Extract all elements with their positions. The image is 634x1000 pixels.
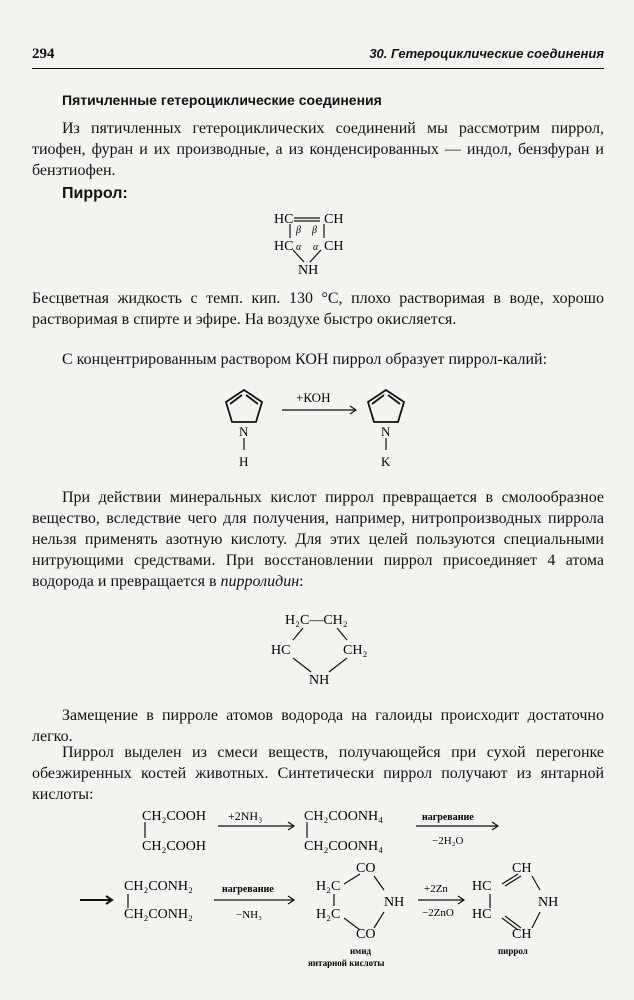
- bond-left-top: [293, 628, 303, 640]
- pyr-ch-top: CH: [512, 861, 532, 876]
- pyr-hc-left-top: HC: [472, 879, 492, 894]
- imide-h2c-top: H₂C: [316, 879, 341, 894]
- page-header: [32, 46, 604, 68]
- pyrrole-label-text: Пиррол:: [62, 185, 128, 202]
- imide-co-top: CO: [356, 861, 376, 876]
- acids-paragraph: [32, 487, 604, 592]
- pyrrolidine-top: H₂C—CH₂: [285, 613, 348, 628]
- properties-paragraph: Бесцветная жидкость с темп. кип. 130 °С, плохо растворимая в воде, хорошо растворимая в спирте и эфире. На воздухе быстро окисляется.: [32, 290, 604, 328]
- imide-caption-line1: имид: [350, 946, 372, 956]
- bond-left-n: [293, 658, 311, 672]
- succinic-top: CH₂COOH: [142, 809, 206, 824]
- h-left: H: [239, 454, 249, 469]
- step4-byproduct: −2ZnO: [422, 907, 454, 919]
- imide-bond-co-nh: [374, 876, 384, 890]
- ammonium-top: CH₂COONH₄: [304, 809, 383, 824]
- k-right: K: [381, 454, 391, 469]
- koh-paragraph: С концентрированным раствором КОН пиррол образует пиррол-калий:: [62, 351, 548, 368]
- pyrrole-ring-left: [226, 390, 262, 422]
- alpha-left: α: [296, 242, 302, 253]
- koh-reagent: +КОН: [296, 390, 331, 405]
- pyrrolidine-structure: [265, 608, 385, 688]
- intro-paragraph: Из пятичленных гетероциклических соединений мы рассмотрим пиррол, тиофен, фуран и их производные, а из конденсированных — индол, бензфуран и бензтиофен.: [32, 120, 604, 179]
- amide-top: CH₂CONH₂: [124, 879, 193, 894]
- imide-caption-line2: янтарной кислоты: [308, 958, 385, 968]
- pyrrole-top-right: CH: [324, 212, 344, 227]
- pyrrolidine-left: HC: [271, 643, 291, 658]
- pyrrole-bottom-left: HC: [274, 239, 294, 254]
- pyrrolidine-right: CH₂: [343, 643, 368, 658]
- imide-co-bottom: CO: [356, 927, 376, 942]
- halogen-paragraph: Замещение в пирроле атомов водорода на галоиды происходит достаточно легко.: [32, 707, 604, 745]
- section-heading: Пятичленные гетероциклические соединения: [62, 92, 382, 108]
- step2-byproduct: −2H₂O: [432, 835, 464, 847]
- imide-bond-co-nh-2: [374, 912, 384, 928]
- bond-right-top: [337, 628, 347, 640]
- acids-text-end: :: [299, 573, 304, 590]
- step1-reagent: +2NH₃: [228, 809, 263, 823]
- step3-byproduct: −NH₃: [236, 909, 262, 921]
- pyrrolidine-nh: NH: [309, 673, 330, 688]
- ammonium-bottom: CH₂COONH₄: [304, 839, 383, 854]
- alpha-right: α: [313, 242, 319, 253]
- pyrrole-bottom-right: CH: [324, 239, 344, 254]
- n-left: N: [239, 424, 249, 439]
- succinic-bottom: CH₂COOH: [142, 839, 206, 854]
- header-rule: [32, 68, 604, 69]
- synthesis-paragraph: Пиррол выделен из смеси веществ, получающейся при сухой перегонке обезжиренных костей животных. Синтетически пиррол получают из янтарной кислоты:: [32, 744, 604, 803]
- pyrrole-label: [62, 183, 262, 204]
- bond-right-n: [329, 658, 347, 672]
- step3-condition: нагревание: [222, 884, 274, 895]
- step2-condition: нагревание: [422, 812, 474, 823]
- page-number: 294: [32, 46, 55, 62]
- pyrrole-nh: NH: [298, 263, 319, 278]
- imide-h2c-bottom: H₂C: [316, 907, 341, 922]
- beta-left: β: [296, 225, 301, 236]
- step4-reagent: +2Zn: [424, 883, 448, 895]
- beta-right: β: [312, 225, 317, 236]
- n-right: N: [381, 424, 391, 439]
- acids-text: При действии минеральных кислот пиррол превращается в смолообразное вещество, вследствие чего для получения, например, нитропроизводных пиррола нельзя применять азотную кислоту. Для этих целей пользуются специальными нитрующими средствами. При восстановлении пиррол присоединяет 4 атома водорода и превращается в: [32, 489, 604, 590]
- pyr-bond-ch-nh-2: [532, 912, 540, 928]
- pyrrole-caption: пиррол: [498, 946, 528, 956]
- running-title: 30. Гетероциклические соединения: [369, 46, 604, 61]
- synthesis-scheme-line-2: [72, 856, 592, 976]
- pyr-hc-left-bottom: HC: [472, 907, 492, 922]
- pyr-ch-bottom: CH: [512, 927, 532, 942]
- pyrrole-structure: [260, 204, 380, 284]
- koh-reaction-scheme: [210, 382, 430, 472]
- amide-bottom: CH₂CONH₂: [124, 907, 193, 922]
- imide-nh: NH: [384, 895, 405, 910]
- pyrrole-ring-right: [368, 390, 404, 422]
- pyrrolidine-term: пирролидин: [220, 573, 300, 590]
- pyr-bond-ch-nh: [532, 876, 540, 890]
- pyrrole-top-left: HC: [274, 212, 294, 227]
- synthesis-scheme-line-1: [100, 800, 520, 860]
- pyr-nh: NH: [538, 895, 559, 910]
